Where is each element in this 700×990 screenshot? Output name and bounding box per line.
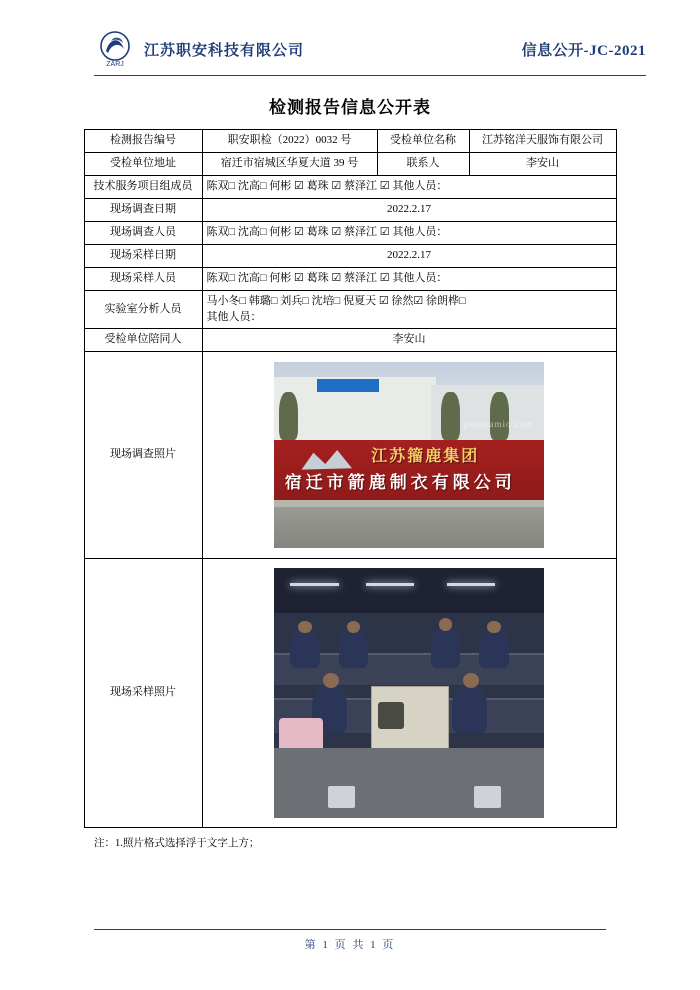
company-logo-icon: [94, 29, 136, 69]
client-address-label: 受检单位地址: [84, 152, 202, 175]
table-row: [84, 290, 616, 329]
photo2-floor: [274, 748, 544, 818]
sample-staff-value: 陈双□ 沈高□ 何彬 ☑ 葛珠 ☑ 蔡泽江 ☑ 其他人员：: [202, 267, 616, 290]
photo2-worker: [452, 683, 487, 733]
table-row: [84, 221, 616, 244]
survey-staff-label: 现场调查人员: [84, 221, 202, 244]
photo2-lamp: [290, 583, 339, 586]
svg-text:ZARJ: ZARJ: [106, 61, 124, 68]
lab-staff-line2: 其他人员：: [206, 310, 262, 323]
photo1-curb: [274, 500, 544, 507]
photo1-tree: [490, 392, 509, 440]
lab-staff-line1: 马小冬□ 韩璐□ 刘兵□ 沈培□ 倪夏天 ☑ 徐然☑ 徐朗桦□: [206, 294, 466, 307]
document-footer: [0, 929, 700, 952]
photo2-stool: [328, 786, 355, 809]
client-name-label: 受检单位名称: [377, 130, 469, 153]
photo-sample-wrap: [207, 562, 612, 824]
photo1-banner-title: 江苏籀鹿集团: [371, 447, 480, 465]
table-row: [84, 152, 616, 175]
photo2-ceiling: [274, 568, 544, 613]
client-address-value: 宿迁市宿城区华夏大道 39 号: [202, 152, 377, 175]
photo1-tree: [441, 392, 460, 440]
photo2-stool: [474, 786, 501, 809]
sample-staff-label: 现场采样人员: [84, 267, 202, 290]
survey-date-label: 现场调查日期: [84, 198, 202, 221]
lab-staff-value: [202, 290, 616, 329]
footer-divider: [94, 929, 606, 930]
photo-survey-cell: [202, 352, 616, 559]
page-title: 检测报告信息公开表: [269, 98, 431, 117]
contact-value: 李安山: [469, 152, 616, 175]
document-code: 信息公开-JC-2021: [521, 42, 646, 59]
survey-date-value: 2022.2.17: [202, 198, 616, 221]
photo2-instrument-panel: [378, 702, 404, 729]
sample-date-label: 现场采样日期: [84, 244, 202, 267]
table-row: [84, 244, 616, 267]
photo1-watermark: panoramio.com: [463, 419, 534, 430]
survey-staff-value: 陈双□ 沈高□ 何彬 ☑ 葛珠 ☑ 蔡泽江 ☑ 其他人员：: [202, 221, 616, 244]
brand-block: [94, 29, 304, 69]
table-row: [84, 329, 616, 352]
header-divider: [94, 75, 646, 76]
report-no-label: 检测报告编号: [84, 130, 202, 153]
table-row: [84, 267, 616, 290]
photo2-worker: [290, 628, 320, 668]
tech-team-label: 技术服务项目组成员: [84, 175, 202, 198]
contact-label: 联系人: [377, 152, 469, 175]
client-name-value: 江苏铭洋天服饰有限公司: [469, 130, 616, 153]
photo2-worker-head: [298, 621, 312, 634]
photo2-worker: [339, 628, 369, 668]
photo-survey-image: [274, 362, 544, 548]
table-row: [84, 130, 616, 153]
photo-survey-label: 现场调查照片: [84, 352, 202, 559]
photo1-tree: [279, 392, 298, 440]
photo2-worker: [431, 626, 461, 669]
photo2-worker-head: [487, 621, 501, 634]
escort-value: 李安山: [202, 329, 616, 352]
sample-date-value: 2022.2.17: [202, 244, 616, 267]
table-row-photo-survey: [84, 352, 616, 559]
photo1-red-banner: [274, 440, 544, 507]
photo-sample-label: 现场采样照片: [84, 559, 202, 828]
photo1-blue-sign: [317, 379, 379, 392]
photo-sample-image: [274, 568, 544, 818]
document-header: [34, 26, 666, 72]
table-row: [84, 175, 616, 198]
tech-team-value: 陈双□ 沈高□ 何彬 ☑ 葛珠 ☑ 蔡泽江 ☑ 其他人员：: [202, 175, 616, 198]
photo-survey-wrap: [207, 356, 612, 554]
photo2-lamp: [447, 583, 496, 586]
photo1-road: [274, 507, 544, 548]
company-name: 江苏职安科技有限公司: [144, 42, 305, 59]
photo2-lamp: [366, 583, 415, 586]
photo-sample-cell: [202, 559, 616, 828]
photo1-banner-subtitle: 宿迁市箭鹿制衣有限公司: [284, 473, 516, 493]
page-number: 第 1 页 共 1 页: [304, 939, 396, 951]
photo2-worker: [479, 628, 509, 668]
photo2-worker-head: [439, 618, 453, 631]
notes-text: 注：1.照片格式选择浮于文字上方；: [94, 838, 260, 850]
info-table: [84, 129, 617, 828]
table-row: [84, 198, 616, 221]
lab-staff-label: 实验室分析人员: [84, 290, 202, 329]
report-no-value: 职安职检（2022）0032 号: [202, 130, 377, 153]
table-row-photo-sample: [84, 559, 616, 828]
escort-label: 受检单位陪同人: [84, 329, 202, 352]
